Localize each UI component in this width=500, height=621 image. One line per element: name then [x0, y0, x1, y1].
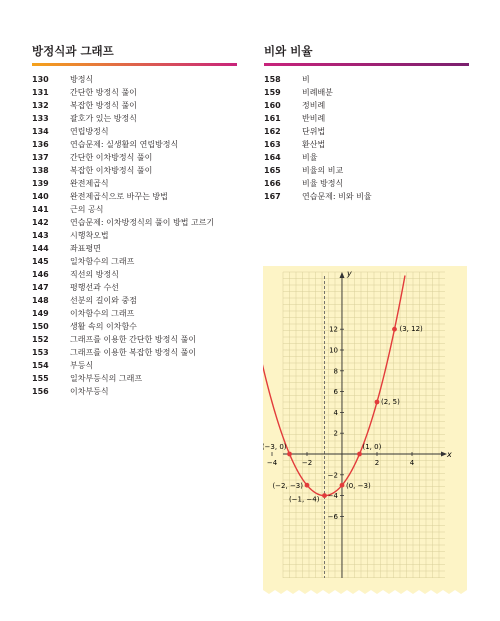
toc-entry — [32, 242, 214, 255]
toc-page-number: 162 — [264, 127, 281, 136]
data-point — [392, 327, 397, 332]
toc-entry — [264, 99, 372, 112]
toc-entry — [264, 151, 372, 164]
toc-entry — [32, 320, 214, 333]
toc-page-number: 148 — [32, 296, 49, 305]
toc-entry — [32, 86, 214, 99]
y-tick-label: 8 — [333, 367, 338, 376]
toc-entry-title: 좌표평면 — [70, 244, 101, 253]
toc-page-number: 133 — [32, 114, 49, 123]
toc-page-number: 136 — [32, 140, 49, 149]
toc-entry — [264, 125, 372, 138]
toc-page-number: 132 — [32, 101, 49, 110]
right-section-title: 비와 비율 — [264, 44, 313, 58]
toc-page-number: 156 — [32, 387, 49, 396]
toc-page-number: 138 — [32, 166, 49, 175]
toc-entry-title: 연습문제: 실생활의 연립방정식 — [70, 140, 179, 149]
toc-entry-title: 반비례 — [302, 114, 326, 123]
y-axis-label: y — [347, 269, 352, 278]
toc-entry — [264, 138, 372, 151]
toc-entry-title: 그래프를 이용한 복잡한 방정식 풀이 — [70, 348, 197, 357]
toc-entry — [32, 112, 214, 125]
y-tick-label: −4 — [327, 492, 338, 501]
toc-entry — [32, 268, 214, 281]
toc-entry-title: 방정식 — [70, 75, 94, 84]
y-tick-label: 2 — [333, 429, 338, 438]
toc-page-number: 143 — [32, 231, 49, 240]
left-section-rule — [32, 63, 237, 66]
toc-entry-title: 그래프를 이용한 간단한 방정식 풀이 — [70, 335, 197, 344]
toc-entry-title: 비 — [302, 75, 310, 84]
toc-page-number: 160 — [264, 101, 281, 110]
toc-entry — [32, 216, 214, 229]
data-point — [375, 400, 380, 405]
toc-page-number: 149 — [32, 309, 49, 318]
toc-entry-title: 일차함수의 그래프 — [70, 257, 135, 266]
toc-entry-title: 연립방정식 — [70, 127, 109, 136]
toc-entry-title: 평행선과 수선 — [70, 283, 119, 292]
toc-page-number: 164 — [264, 153, 281, 162]
toc-entry-title: 선분의 길이와 중점 — [70, 296, 137, 305]
right-section-rule — [264, 63, 469, 66]
toc-entry-title: 완전제곱식으로 바꾸는 방법 — [70, 192, 168, 201]
toc-page-number: 154 — [32, 361, 49, 370]
left-toc-list — [32, 73, 214, 398]
toc-entry-title: 직선의 방정식 — [70, 270, 119, 279]
toc-page-number: 140 — [32, 192, 49, 201]
toc-entry-title: 정비례 — [302, 101, 326, 110]
data-point-label: (1, 0) — [362, 443, 382, 451]
toc-entry-title: 간단한 방정식 풀이 — [70, 88, 137, 97]
toc-entry — [32, 99, 214, 112]
toc-page-number: 134 — [32, 127, 49, 136]
toc-page-number: 146 — [32, 270, 49, 279]
toc-entry-title: 연습문제: 비와 비율 — [302, 192, 372, 201]
toc-entry-title: 완전제곱식 — [70, 179, 109, 188]
toc-entry — [32, 151, 214, 164]
toc-entry — [32, 294, 214, 307]
x-tick-label: −2 — [301, 459, 313, 467]
y-tick-label: 12 — [329, 325, 338, 334]
toc-entry — [264, 177, 372, 190]
toc-entry — [32, 281, 214, 294]
toc-entry — [32, 372, 214, 385]
y-tick-label: 6 — [333, 388, 338, 397]
toc-entry — [32, 190, 214, 203]
toc-entry — [32, 138, 214, 151]
toc-entry-title: 연습문제: 이차방정식의 풀이 방법 고르기 — [70, 218, 215, 227]
data-point — [322, 493, 327, 498]
data-point — [305, 483, 310, 488]
y-tick-label: 4 — [333, 408, 338, 417]
toc-entry — [32, 229, 214, 242]
x-tick-label: −4 — [266, 459, 278, 467]
toc-entry — [32, 385, 214, 398]
toc-page-number: 147 — [32, 283, 49, 292]
toc-page-number: 152 — [32, 335, 49, 344]
data-point-label: (2, 5) — [381, 398, 400, 406]
toc-entry-title: 생활 속의 이차함수 — [70, 322, 137, 331]
toc-entry-title: 간단한 이차방정식 풀이 — [70, 153, 153, 162]
toc-entry — [32, 307, 214, 320]
toc-page-number: 165 — [264, 166, 281, 175]
data-point — [287, 452, 292, 457]
data-point-label: (0, −3) — [346, 482, 371, 491]
toc-entry — [264, 190, 372, 203]
toc-page-number: 141 — [32, 205, 49, 214]
toc-page-number: 159 — [264, 88, 281, 97]
x-tick-label: 2 — [374, 459, 380, 467]
toc-page-number: 153 — [32, 348, 49, 357]
toc-page-number: 142 — [32, 218, 49, 227]
toc-entry-title: 부등식 — [70, 361, 94, 370]
toc-entry-title: 비율의 비교 — [302, 166, 344, 175]
toc-entry — [32, 73, 214, 86]
toc-entry — [32, 333, 214, 346]
toc-entry-title: 일차부등식의 그래프 — [70, 374, 143, 383]
parabola-graph — [263, 266, 467, 596]
toc-page-number: 145 — [32, 257, 49, 266]
toc-page-number: 137 — [32, 153, 49, 162]
toc-page-number: 166 — [264, 179, 281, 188]
toc-entry-title: 시행착오법 — [70, 231, 109, 240]
toc-page-number: 150 — [32, 322, 49, 331]
toc-entry — [32, 346, 214, 359]
x-axis-label: x — [447, 450, 452, 459]
toc-entry-title: 복잡한 이차방정식 풀이 — [70, 166, 153, 175]
toc-entry-title: 이차함수의 그래프 — [70, 309, 135, 318]
toc-entry — [32, 359, 214, 372]
toc-page-number: 139 — [32, 179, 49, 188]
data-point — [357, 452, 362, 457]
y-tick-label: −6 — [327, 512, 338, 521]
toc-page-number: 144 — [32, 244, 49, 253]
data-point-label: (3, 12) — [399, 325, 423, 334]
left-section-title: 방정식과 그래프 — [32, 44, 114, 58]
graph-card — [263, 266, 467, 600]
right-toc-list — [264, 73, 372, 203]
toc-entry — [32, 255, 214, 268]
toc-page-number: 167 — [264, 192, 281, 201]
toc-entry — [32, 177, 214, 190]
toc-page-number: 163 — [264, 140, 281, 149]
toc-page-number: 158 — [264, 75, 281, 84]
toc-entry — [264, 112, 372, 125]
toc-entry-title: 단위법 — [302, 127, 326, 136]
toc-page-number: 131 — [32, 88, 49, 97]
toc-entry-title: 비율 — [302, 153, 318, 162]
data-point-label: (−3, 0) — [263, 443, 287, 451]
toc-entry-title: 괄호가 있는 방정식 — [70, 114, 137, 123]
toc-entry-title: 비율 방정식 — [302, 179, 344, 188]
toc-entry-title: 이차부등식 — [70, 387, 109, 396]
data-point — [340, 483, 345, 488]
toc-entry — [32, 203, 214, 216]
toc-entry-title: 비례배분 — [302, 88, 333, 97]
x-tick-label: 4 — [409, 459, 415, 467]
toc-entry-title: 근의 공식 — [70, 205, 104, 214]
data-point-label: (−1, −4) — [288, 495, 320, 504]
toc-entry — [32, 164, 214, 177]
toc-entry-title: 환산법 — [302, 140, 326, 149]
toc-entry — [264, 164, 372, 177]
toc-entry — [264, 86, 372, 99]
toc-entry-title: 복잡한 방정식 풀이 — [70, 101, 137, 110]
toc-page-number: 130 — [32, 75, 49, 84]
toc-entry — [264, 73, 372, 86]
toc-page-number: 155 — [32, 374, 49, 383]
toc-entry — [32, 125, 214, 138]
data-point-label: (−2, −3) — [272, 482, 303, 491]
y-tick-label: 10 — [329, 346, 338, 355]
toc-page-number: 161 — [264, 114, 281, 123]
y-tick-label: −2 — [327, 471, 338, 480]
